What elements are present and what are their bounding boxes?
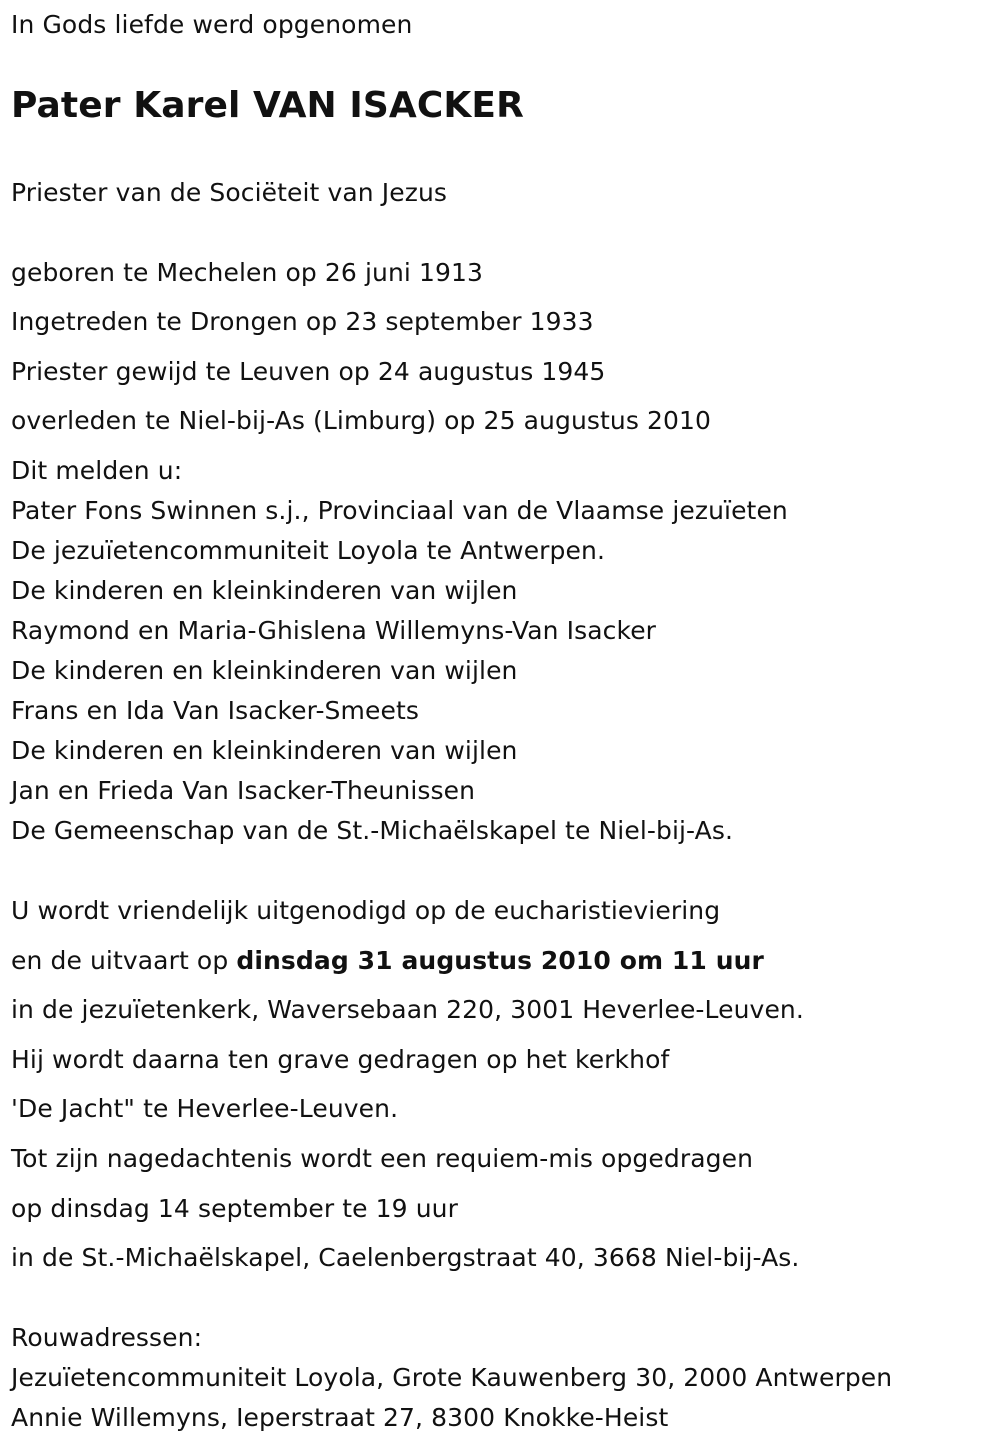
- deceased-name: Pater Karel VAN ISACKER: [11, 85, 524, 126]
- condolences-heading: Rouwadressen:: [11, 1323, 203, 1352]
- birth-line: geboren te Mechelen op 26 juni 1913: [11, 258, 484, 287]
- announcer-line: Raymond en Maria-Ghislena Willemyns-Van Isacker: [11, 616, 657, 645]
- requiem-date-line: op dinsdag 14 september te 19 uur: [11, 1194, 459, 1223]
- announcer-line: De kinderen en kleinkinderen van wijlen: [11, 576, 518, 605]
- announcer-line: De kinderen en kleinkinderen van wijlen: [11, 656, 518, 685]
- announcer-line: Pater Fons Swinnen s.j., Provinciaal van de Vlaamse jezuïeten: [11, 496, 788, 525]
- service-invite: U wordt vriendelijk uitgenodigd op de eucharistieviering: [11, 896, 721, 925]
- condolence-address: Jezuïetencommuniteit Loyola, Grote Kauwenberg 30, 2000 Antwerpen: [11, 1363, 893, 1392]
- burial-line: Hij wordt daarna ten grave gedragen op het kerkhof: [11, 1045, 670, 1074]
- announcers-heading: Dit melden u:: [11, 456, 183, 485]
- requiem-line: Tot zijn nagedachtenis wordt een requiem-mis opgedragen: [11, 1144, 754, 1173]
- entry-line: Ingetreden te Drongen op 23 september 1933: [11, 307, 594, 336]
- requiem-place-line: in de St.-Michaëlskapel, Caelenbergstraat 40, 3668 Niel-bij-As.: [11, 1243, 800, 1272]
- announcer-line: De kinderen en kleinkinderen van wijlen: [11, 736, 518, 765]
- funeral-prefix: en de uitvaart op: [11, 946, 237, 975]
- announcer-line: Jan en Frieda Van Isacker-Theunissen: [11, 776, 476, 805]
- church-line: in de jezuïetenkerk, Waversebaan 220, 3001 Heverlee-Leuven.: [11, 995, 804, 1024]
- death-line: overleden te Niel-bij-As (Limburg) op 25 augustus 2010: [11, 406, 712, 435]
- intro-line: In Gods liefde werd opgenomen: [11, 10, 413, 39]
- ordination-line: Priester gewijd te Leuven op 24 augustus 1945: [11, 357, 606, 386]
- announcer-line: De Gemeenschap van de St.-Michaëlskapel te Niel-bij-As.: [11, 816, 733, 845]
- announcer-line: De jezuïetencommuniteit Loyola te Antwerpen.: [11, 536, 605, 565]
- announcer-line: Frans en Ida Van Isacker-Smeets: [11, 696, 419, 725]
- condolence-address: Annie Willemyns, Ieperstraat 27, 8300 Knokke-Heist: [11, 1403, 669, 1432]
- subtitle: Priester van de Sociëteit van Jezus: [11, 178, 448, 207]
- funeral-date: dinsdag 31 augustus 2010 om 11 uur: [236, 946, 764, 975]
- cemetery-line: 'De Jacht" te Heverlee-Leuven.: [11, 1094, 399, 1123]
- funeral-line: [11, 946, 764, 976]
